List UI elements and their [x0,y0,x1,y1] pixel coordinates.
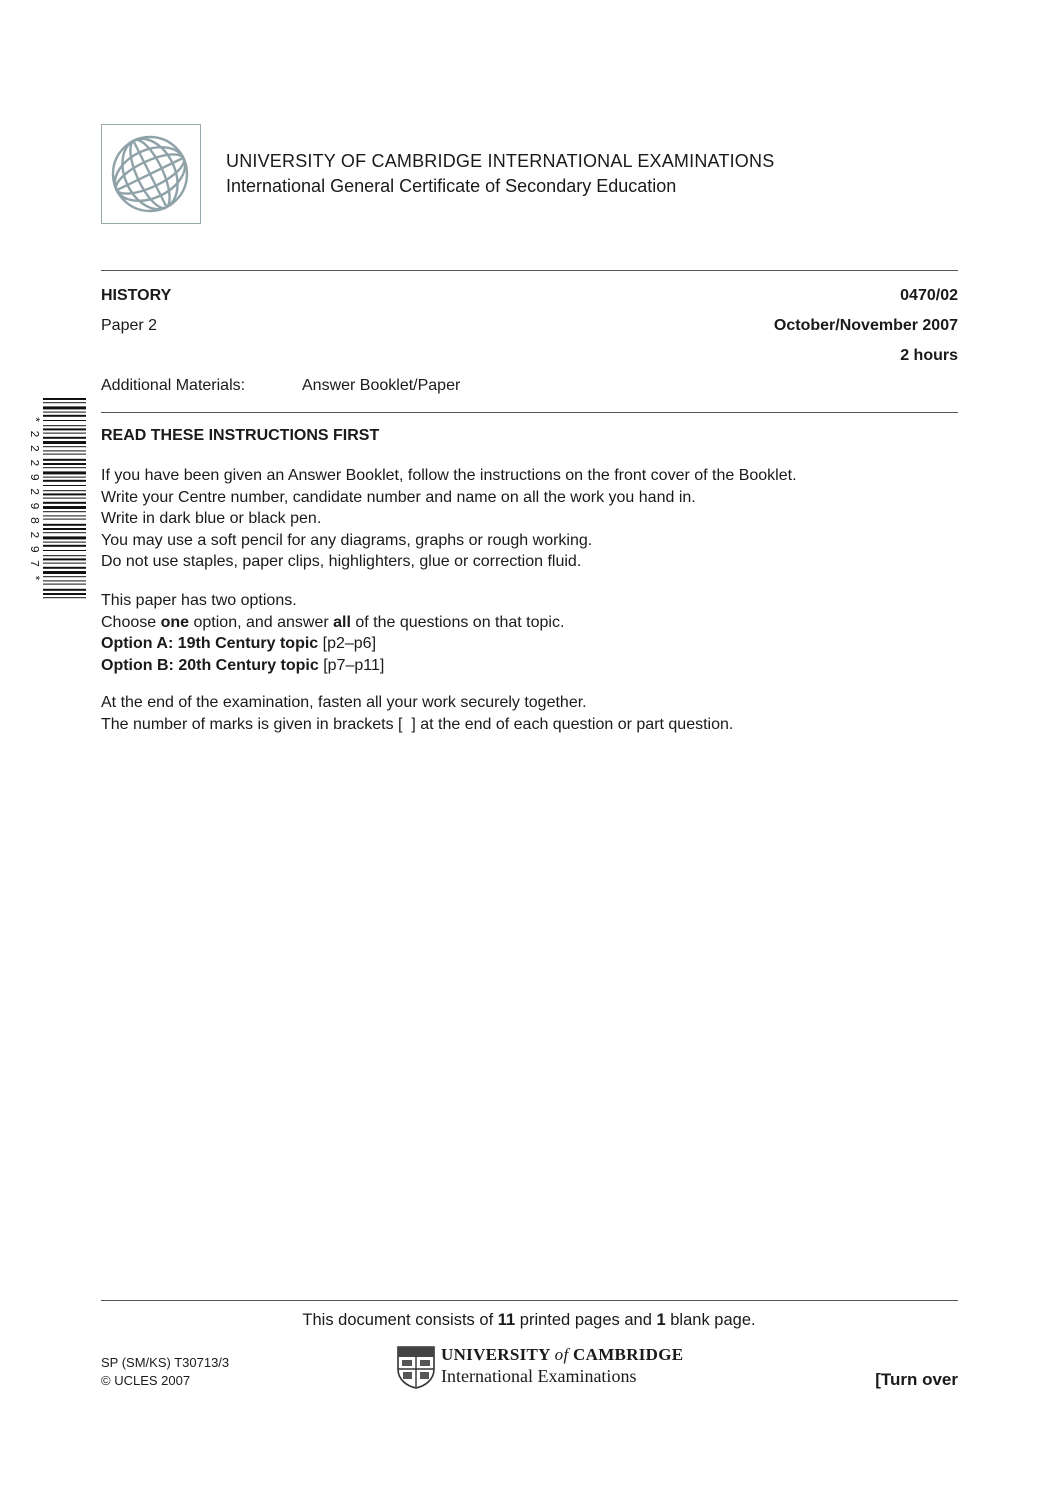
barcode-bar [43,542,86,543]
instruction-line: At the end of the examination, fasten all your work securely together. [101,694,587,711]
options-intro: This paper has two options. [101,592,297,609]
turn-over: [Turn over [875,1370,958,1389]
copyright: © UCLES 2007 [101,1373,191,1388]
barcode-bar [43,406,86,409]
globe-icon [102,125,199,222]
barcode-bar [43,412,86,413]
option-a: Option A: 19th Century topic [p2–p6] [101,635,377,652]
cambridge-logo-name: UNIVERSITY of CAMBRIDGE [441,1345,684,1364]
divider-top [101,270,958,271]
instruction-line: The number of marks is given in brackets [ ] at the end of each question or part question. [101,715,734,733]
barcode-bar [43,493,86,495]
institution-name: UNIVERSITY OF CAMBRIDGE INTERNATIONAL EXAMINATIONS [226,151,775,171]
cambridge-logo-subtitle: International Examinations [441,1366,637,1386]
barcode-bar [43,524,86,526]
divider-middle [101,412,958,413]
barcode-bar [43,550,86,551]
globe-logo [101,124,201,224]
barcode-bar [43,589,86,591]
barcode-bar [43,506,86,509]
barcode-bar [43,532,86,533]
materials-label: Additional Materials: [101,377,246,394]
barcode-bar [43,441,86,444]
barcode-bar [43,584,86,585]
barcode-bar [43,536,86,539]
barcode-bar [43,563,86,564]
instruction-line: Write your Centre number, candidate number and name on all the work you hand in. [101,488,696,506]
materials-value: Answer Booklet/Paper [302,377,461,394]
barcode-digits: * 2 2 2 9 2 9 8 2 9 7 * [27,416,41,582]
barcode-bar [43,437,86,439]
choose-instruction: Choose one option, and answer all of the questions on that topic. [101,613,565,631]
barcode-bar [43,580,86,581]
subject-title: HISTORY [101,287,172,304]
barcode-bar [43,428,86,430]
barcode-bar [43,467,86,468]
instruction-list [101,465,797,573]
barcode-bar [43,459,86,461]
instructions-heading: READ THESE INSTRUCTIONS FIRST [101,427,380,444]
barcode-bar [43,425,86,426]
barcode-bar [43,558,86,560]
document-reference: SP (SM/KS) T30713/3 [101,1355,230,1370]
institution-subtitle: International General Certificate of Secondary Education [226,176,677,196]
barcode-bar [43,555,86,556]
barcode-bar [43,498,86,499]
barcode-bar [43,480,86,482]
end-instructions [101,692,733,735]
barcode-bar [43,576,86,577]
barcode-bar [43,454,86,455]
barcode-bar [43,415,86,417]
instruction-line: If you have been given an Answer Booklet, follow the instructions on the front cover of the Booklet. [101,467,797,484]
instruction-line: Do not use staples, paper clips, highlighters, glue or correction fluid. [101,553,582,570]
barcode-bar [43,593,86,595]
paper-code: 0470/02 [900,287,958,304]
barcode-bar [43,502,86,504]
barcode-bar [43,515,86,516]
barcode-bar [43,446,86,447]
paper-number: Paper 2 [101,317,158,334]
barcode-bar [43,477,86,478]
divider-bottom [101,1300,958,1301]
instruction-line: You may use a soft pencil for any diagrams, graphs or rough working. [101,531,593,549]
barcode-bar [43,511,86,512]
barcode-bar [43,528,86,530]
barcode-bar [43,450,86,451]
barcode-bar [43,398,86,400]
option-b: Option B: 20th Century topic [p7–p11] [101,656,385,674]
barcode-bar [43,463,86,465]
page-count-note: This document consists of 11 printed pages and 1 blank page. [302,1311,756,1329]
options-block [101,590,564,676]
barcode-bars [43,398,86,600]
barcode-bar [43,571,86,574]
barcode-bar [43,471,86,474]
barcode-bar [43,433,86,434]
instruction-line: Write in dark blue or black pen. [101,510,322,527]
barcode-bar [43,597,86,598]
barcode-bar [43,490,86,491]
barcode-bar [43,420,86,421]
barcode-bar [43,545,86,547]
barcode-bar [43,402,86,403]
exam-session: October/November 2007 [773,317,958,334]
crest-icon [396,1345,436,1389]
barcode-bar [43,485,86,486]
barcode-bar [43,519,86,520]
candidate-barcode [28,398,86,600]
exam-duration: 2 hours [900,347,958,364]
barcode-bar [43,567,86,569]
